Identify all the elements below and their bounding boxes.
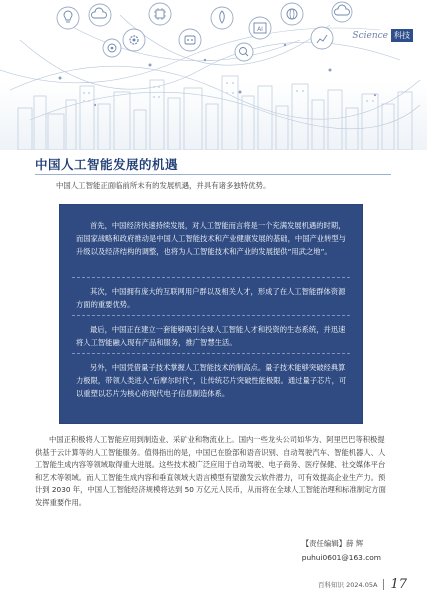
hero-illustration [0, 0, 427, 150]
cloud-upload-icon [332, 2, 352, 22]
page-number: 17 [390, 577, 407, 592]
robot-icon [179, 29, 201, 51]
editor-email: puhui0601@163.com [301, 553, 381, 562]
magnifier-icon [235, 43, 253, 61]
article-title: 中国人工智能发展的机遇 [35, 157, 179, 172]
callout-paragraph-2: 其次，中国拥有庞大的互联网用户群以及相关人才，形成了在人工智能群体资源方面的重要优势。 [76, 287, 346, 309]
rocket-icon [211, 7, 233, 29]
section-label-en: Science [352, 30, 388, 41]
intro-paragraph: 中国人工智能正面临前所未有的发展机遇，并具有诸多独特优势。 [56, 181, 271, 190]
editor-label: 【责任编辑】薛 辉 [301, 539, 364, 548]
target-icon [103, 39, 121, 57]
page-footer [318, 577, 407, 592]
hero-svg [0, 0, 427, 150]
editor-credit [302, 538, 381, 562]
cloud-icon [89, 4, 111, 26]
skyline [18, 76, 412, 150]
callout-divider-3 [72, 353, 350, 354]
chip-icon [149, 3, 171, 25]
lightbulb-icon [57, 7, 79, 29]
callout-paragraph-1: 首先，中国经济快速持续发展，对人工智能而言将是一个充满发展机遇的时期，而国家战略和政府推动是中国人工智能技术和产业健康发展的基础，中国产业转型与升级以及经济结构的调整，也将为人工智能技术和产业的发展提供“用武之地”。 [76, 221, 346, 256]
svg-text:AI: AI [257, 26, 263, 33]
ai-badge-icon [249, 17, 271, 39]
globe-icon [281, 3, 303, 25]
body-paragraph: 中国正积极将人工智能应用到制造业、采矿业和物流业上。国内一些龙头公司如华为、阿里巴巴等积极提供基于云计算等的人工智能服务。值得指出的是，中国已在脸部和语音识别、自动驾驶汽车、智能机器人、人工智能生成内容等领域取得重大进展。这些技术被广泛应用于自动驾驶、电子商务、医疗保健、社交媒体平台和艺术等领域。而人工智能生成内容和垂直领域大语言模型有望激发云软件潜力，可有效提高企业生产力。预计到 2030 年，中国人工智能经济规模将达到 50 万亿元人民币，从而将在全球人工智能治理和标准制定方面发挥重要作用。 [35, 435, 386, 507]
callout-paragraph-4: 另外，中国凭借量子技术掌握人工智能技术的制高点。量子技术能够突破经典算力极限，带领人类进入“后摩尔时代”，让传统芯片突破性能极限。通过量子芯片，可以重塑以芯片为核心的现代电子信息制造体系。 [76, 363, 347, 398]
callout-divider-1 [72, 277, 350, 278]
chart-icon [311, 27, 333, 49]
footer-separator [383, 579, 384, 590]
title-divider [35, 174, 391, 175]
gear-icon [123, 29, 145, 51]
section-label-cn: 科技 [391, 29, 413, 42]
callout-paragraph-3: 最后，中国正在建立一套能够吸引全球人工智能人才和投资的生态系统，并迅速将人工智能融入现有产品和服务，推广智慧生活。 [76, 325, 346, 347]
magazine-issue: 百科知识 2024.05A [318, 581, 378, 589]
callout-divider-2 [72, 315, 350, 316]
section-tag [352, 29, 413, 42]
callout-box [60, 205, 362, 423]
